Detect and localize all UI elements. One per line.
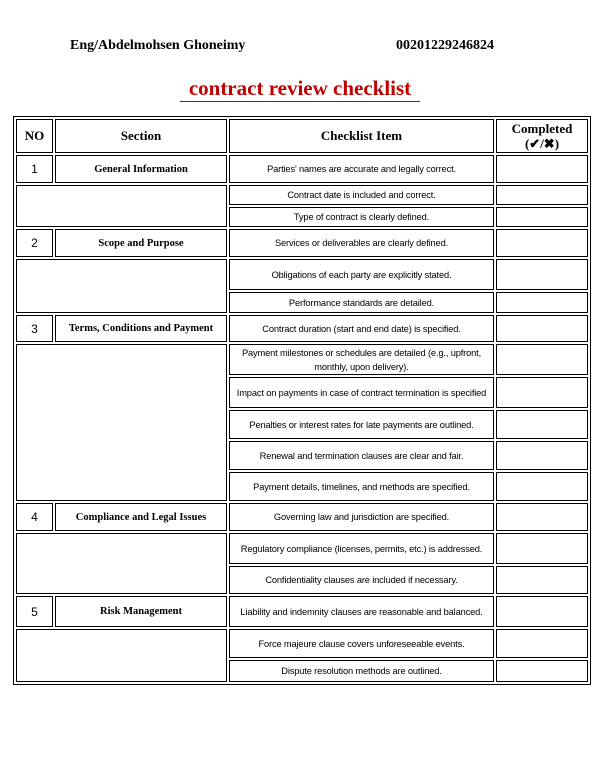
completed-cell[interactable]: [496, 441, 588, 470]
checklist-item: Contract duration (start and end date) is specified.: [229, 315, 494, 342]
section-name: Risk Management: [55, 596, 227, 627]
header-section: Section: [55, 119, 227, 153]
completed-cell[interactable]: [496, 315, 588, 342]
completed-cell[interactable]: [496, 596, 588, 627]
completed-cell[interactable]: [496, 503, 588, 531]
header-checklist-item: Checklist Item: [229, 119, 494, 153]
row-number: 2: [16, 229, 53, 257]
checklist-item: Liability and indemnity clauses are reasonable and balanced.: [229, 596, 494, 627]
completed-cell[interactable]: [496, 660, 588, 682]
checklist-item: Payment milestones or schedules are detailed (e.g., upfront, monthly, upon delivery).: [229, 344, 494, 375]
header-completed-label: Completed: [511, 121, 573, 136]
checklist-item: Performance standards are detailed.: [229, 292, 494, 313]
completed-cell[interactable]: [496, 259, 588, 290]
empty-section-cell: [16, 629, 227, 682]
table-row: [16, 155, 588, 183]
checklist-item: Payment details, timelines, and methods are specified.: [229, 472, 494, 501]
checklist-item: Penalties or interest rates for late payments are outlined.: [229, 410, 494, 439]
checklist-item: Regulatory compliance (licenses, permits, etc.) is addressed.: [229, 533, 494, 564]
table-row: [16, 229, 588, 257]
header-no: NO: [16, 119, 53, 153]
checklist-item: Force majeure clause covers unforeseeable events.: [229, 629, 494, 658]
completed-cell[interactable]: [496, 292, 588, 313]
empty-section-cell: [16, 185, 227, 227]
checklist-item: Type of contract is clearly defined.: [229, 207, 494, 227]
checklist-item: Impact on payments in case of contract termination is specified: [229, 377, 494, 408]
table-row: [16, 629, 588, 658]
checklist-item: Services or deliverables are clearly defined.: [229, 229, 494, 257]
completed-cell[interactable]: [496, 207, 588, 227]
empty-section-cell: [16, 533, 227, 594]
checklist-item: Contract date is included and correct.: [229, 185, 494, 205]
section-name: Scope and Purpose: [55, 229, 227, 257]
completed-cell[interactable]: [496, 377, 588, 408]
checklist-item: Governing law and jurisdiction are specified.: [229, 503, 494, 531]
completed-cell[interactable]: [496, 410, 588, 439]
row-number: 3: [16, 315, 53, 342]
table-row: [16, 596, 588, 627]
table-row: [16, 533, 588, 564]
checklist-table: [13, 116, 591, 685]
header-completed-marks: (✔/✖): [524, 136, 560, 151]
section-name: Terms, Conditions and Payment: [55, 315, 227, 342]
completed-cell[interactable]: [496, 472, 588, 501]
empty-section-cell: [16, 259, 227, 313]
checklist-item: Confidentiality clauses are included if necessary.: [229, 566, 494, 594]
section-name: Compliance and Legal Issues: [55, 503, 227, 531]
completed-cell[interactable]: [496, 566, 588, 594]
checklist-item: Renewal and termination clauses are clear and fair.: [229, 441, 494, 470]
checklist-item: Dispute resolution methods are outlined.: [229, 660, 494, 682]
header-row: [16, 119, 588, 153]
completed-cell[interactable]: [496, 533, 588, 564]
table-row: [16, 259, 588, 290]
section-name: General Information: [55, 155, 227, 183]
page-title: contract review checklist: [180, 76, 420, 102]
empty-section-cell: [16, 344, 227, 501]
phone-number: 00201229246824: [396, 38, 494, 53]
table-row: [16, 503, 588, 531]
completed-cell[interactable]: [496, 344, 588, 375]
row-number: 1: [16, 155, 53, 183]
completed-cell[interactable]: [496, 185, 588, 205]
checklist-item: Obligations of each party are explicitly stated.: [229, 259, 494, 290]
checklist-item: Parties' names are accurate and legally correct.: [229, 155, 494, 183]
row-number: 4: [16, 503, 53, 531]
author-name: Eng/Abdelmohsen Ghoneimy: [70, 38, 246, 53]
completed-cell[interactable]: [496, 155, 588, 183]
table-row: [16, 185, 588, 205]
header-completed: [496, 119, 588, 153]
table-row: [16, 344, 588, 375]
completed-cell[interactable]: [496, 629, 588, 658]
completed-cell[interactable]: [496, 229, 588, 257]
row-number: 5: [16, 596, 53, 627]
table-row: [16, 315, 588, 342]
